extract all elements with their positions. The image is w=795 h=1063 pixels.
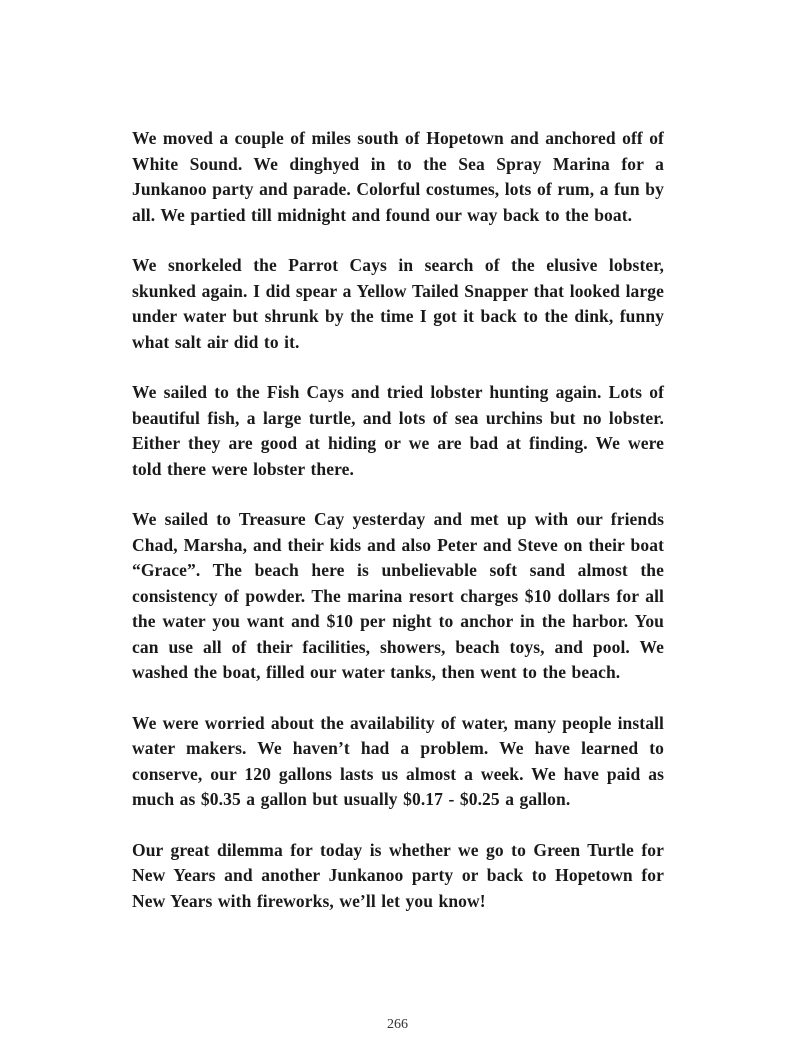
paragraph: We snorkeled the Parrot Cays in search of the elusive lobster, skunked again. I did spear a Yellow Tailed Snapper that looked large under water but shrunk by the time I got it back to the dink, funny what salt air did to it. xyxy=(132,255,664,352)
paragraph: We moved a couple of miles south of Hopetown and anchored off of White Sound. We dinghyed in to the Sea Spray Marina for a Junkanoo party and parade. Colorful costumes, lots of rum, a fun by all. We partied till midnight and found our way back to the boat. xyxy=(132,128,664,225)
paragraph: Our great dilemma for today is whether we go to Green Turtle for New Years and another Junkanoo party or back to Hopetown for New Years with fireworks, we’ll let you know! xyxy=(132,839,664,911)
paragraph: We were worried about the availability of water, many people install water makers. We haven’t had a problem. We have learned to conserve, our 120 gallons lasts us almost a week. We have paid as much as $0.35 a gallon but usually $0.17 - $0.25 a gallon. xyxy=(132,712,664,809)
page-body xyxy=(132,126,664,939)
page-number: 266 xyxy=(387,1017,408,1032)
paragraph: We sailed to Treasure Cay yesterday and met up with our friends Chad, Marsha, and their kids and also Peter and Steve on their boat “Grace”. The beach here is unbelievable soft sand almost the consistency of powder. The marina resort charges $10 dollars for all the water you want and $10 per night to anchor in the harbor. You can use all of their facilities, showers, beach toys, and pool. We washed the boat, filled our water tanks, then went to the beach. xyxy=(132,509,664,682)
paragraph: We sailed to the Fish Cays and tried lobster hunting again. Lots of beautiful fish, a large turtle, and lots of sea urchins but no lobster. Either they are good at hiding or we are bad at finding. We were told there were lobster there. xyxy=(132,382,664,479)
